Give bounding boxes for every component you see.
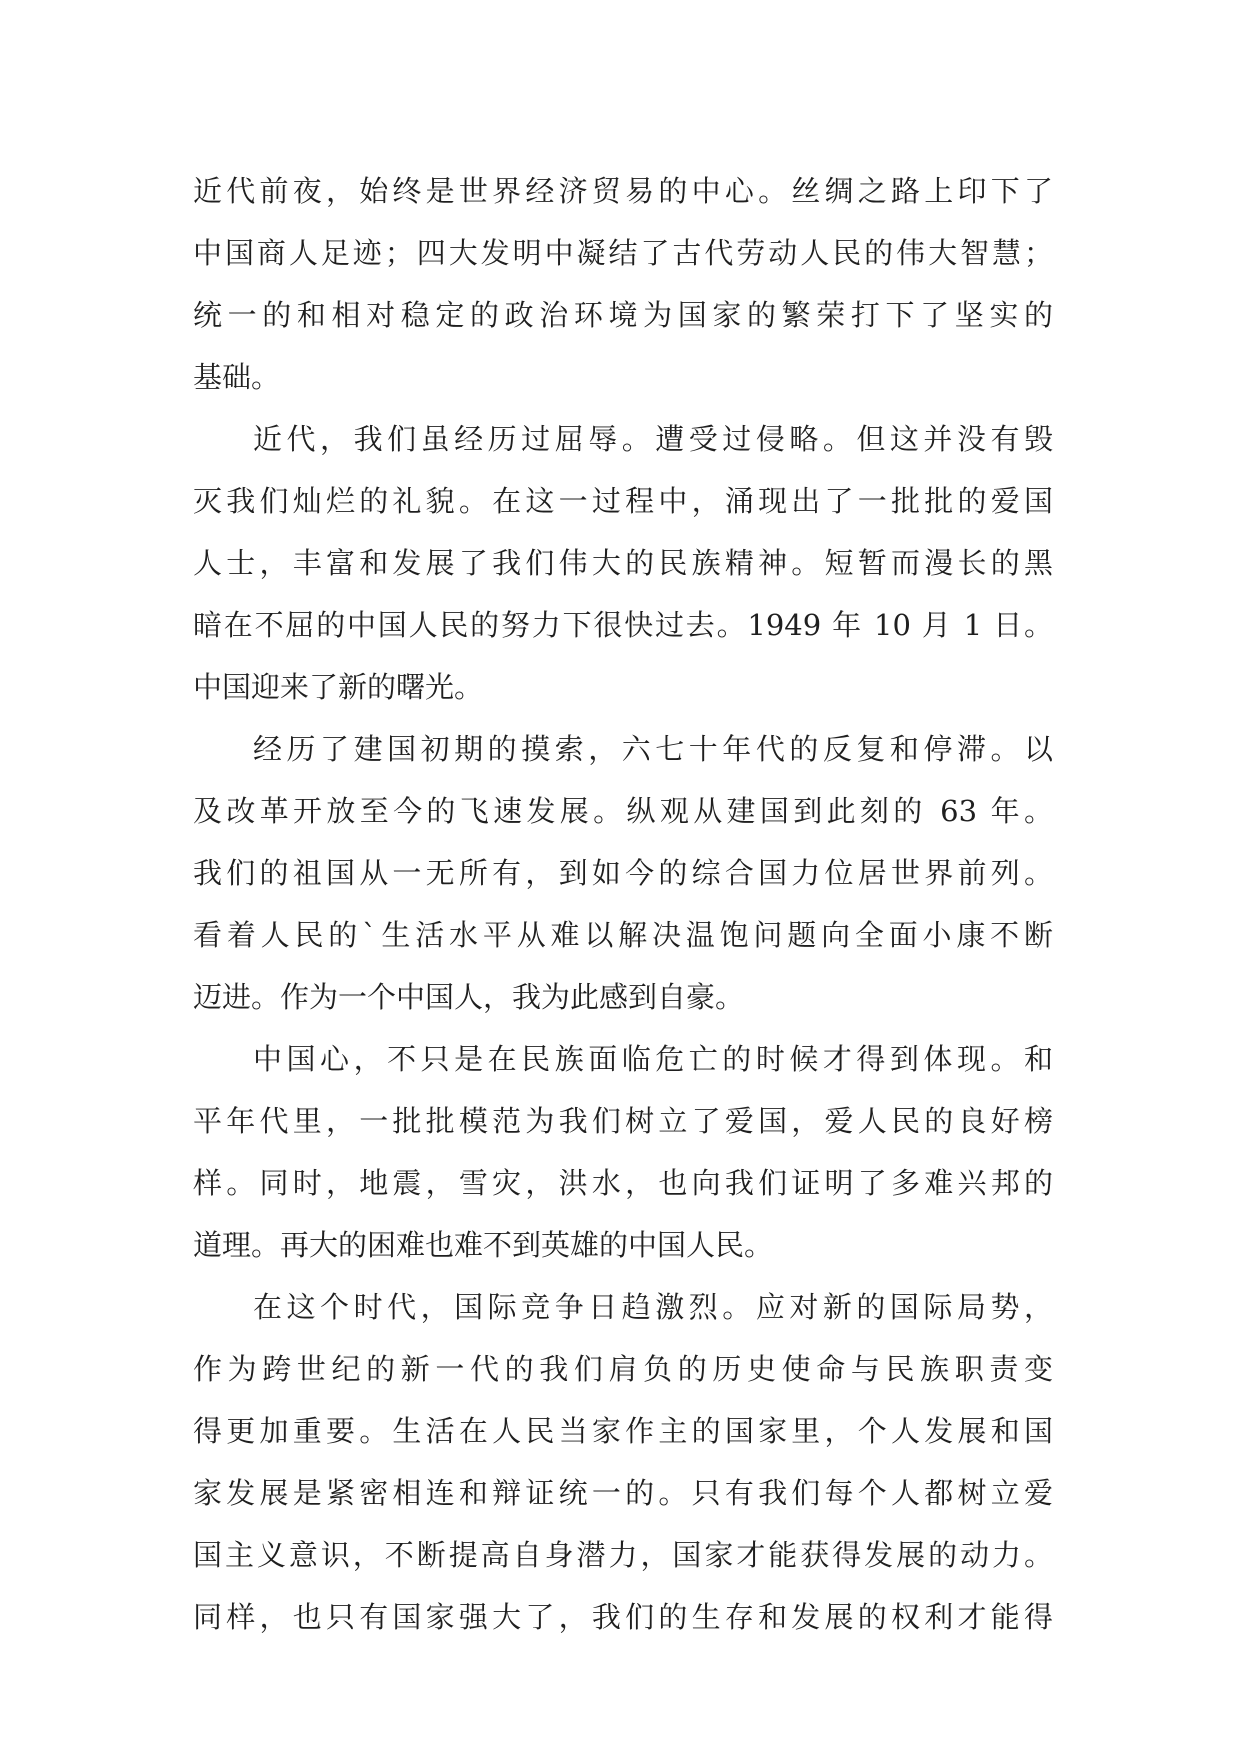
paragraph-2 bbox=[193, 408, 1053, 718]
text-line: 国主义意识，不断提高自身潜力，国家才能获得发展的动力。 bbox=[193, 1538, 1053, 1572]
text-line: 迈进。作为一个中国人，我为此感到自豪。 bbox=[193, 980, 745, 1014]
text-line: 同样，也只有国家强大了，我们的生存和发展的权利才能得 bbox=[193, 1600, 1053, 1634]
text-line: 近代，我们虽经历过屈辱。遭受过侵略。但这并没有毁 bbox=[253, 422, 1053, 456]
text-line: 看着人民的`生活水平从难以解决温饱问题向全面小康不断 bbox=[193, 918, 1053, 952]
text-line: 我们的祖国从一无所有，到如今的综合国力位居世界前列。 bbox=[193, 856, 1053, 890]
text-line: 近代前夜，始终是世界经济贸易的中心。丝绸之路上印下了 bbox=[193, 174, 1053, 208]
text-line: 在这个时代，国际竞争日趋激烈。应对新的国际局势， bbox=[253, 1290, 1053, 1324]
text-line: 及改革开放至今的飞速发展。纵观从建国到此刻的 63 年。 bbox=[193, 794, 1053, 828]
text-line: 中国迎来了新的曙光。 bbox=[193, 670, 484, 704]
text-line: 平年代里，一批批模范为我们树立了爱国，爱人民的良好榜 bbox=[193, 1104, 1053, 1138]
text-line: 样。同时，地震，雪灾，洪水，也向我们证明了多难兴邦的 bbox=[193, 1166, 1053, 1200]
paragraph-4 bbox=[193, 1028, 1053, 1276]
text-line: 暗在不屈的中国人民的努力下很快过去。1949 年 10 月 1 日。 bbox=[193, 608, 1053, 642]
text-line: 得更加重要。生活在人民当家作主的国家里，个人发展和国 bbox=[193, 1414, 1053, 1448]
text-line: 中国心，不只是在民族面临危亡的时候才得到体现。和 bbox=[253, 1042, 1053, 1076]
text-line: 人士，丰富和发展了我们伟大的民族精神。短暂而漫长的黑 bbox=[193, 546, 1053, 580]
text-line: 统一的和相对稳定的政治环境为国家的繁荣打下了坚实的 bbox=[193, 298, 1053, 332]
text-line: 家发展是紧密相连和辩证统一的。只有我们每个人都树立爱 bbox=[193, 1476, 1053, 1510]
text-line: 作为跨世纪的新一代的我们肩负的历史使命与民族职责变 bbox=[193, 1352, 1053, 1386]
text-line: 基础。 bbox=[193, 360, 281, 394]
paragraph-5 bbox=[193, 1276, 1053, 1648]
text-line: 经历了建国初期的摸索，六七十年代的反复和停滞。以 bbox=[253, 732, 1053, 766]
text-line: 中国商人足迹；四大发明中凝结了古代劳动人民的伟大智慧； bbox=[193, 236, 1053, 270]
text-line: 灭我们灿烂的礼貌。在这一过程中，涌现出了一批批的爱国 bbox=[193, 484, 1053, 518]
document-body bbox=[193, 160, 1053, 1648]
text-line: 道理。再大的困难也难不到英雄的中国人民。 bbox=[193, 1228, 774, 1262]
paragraph-3 bbox=[193, 718, 1053, 1028]
paragraph-1 bbox=[193, 160, 1053, 408]
